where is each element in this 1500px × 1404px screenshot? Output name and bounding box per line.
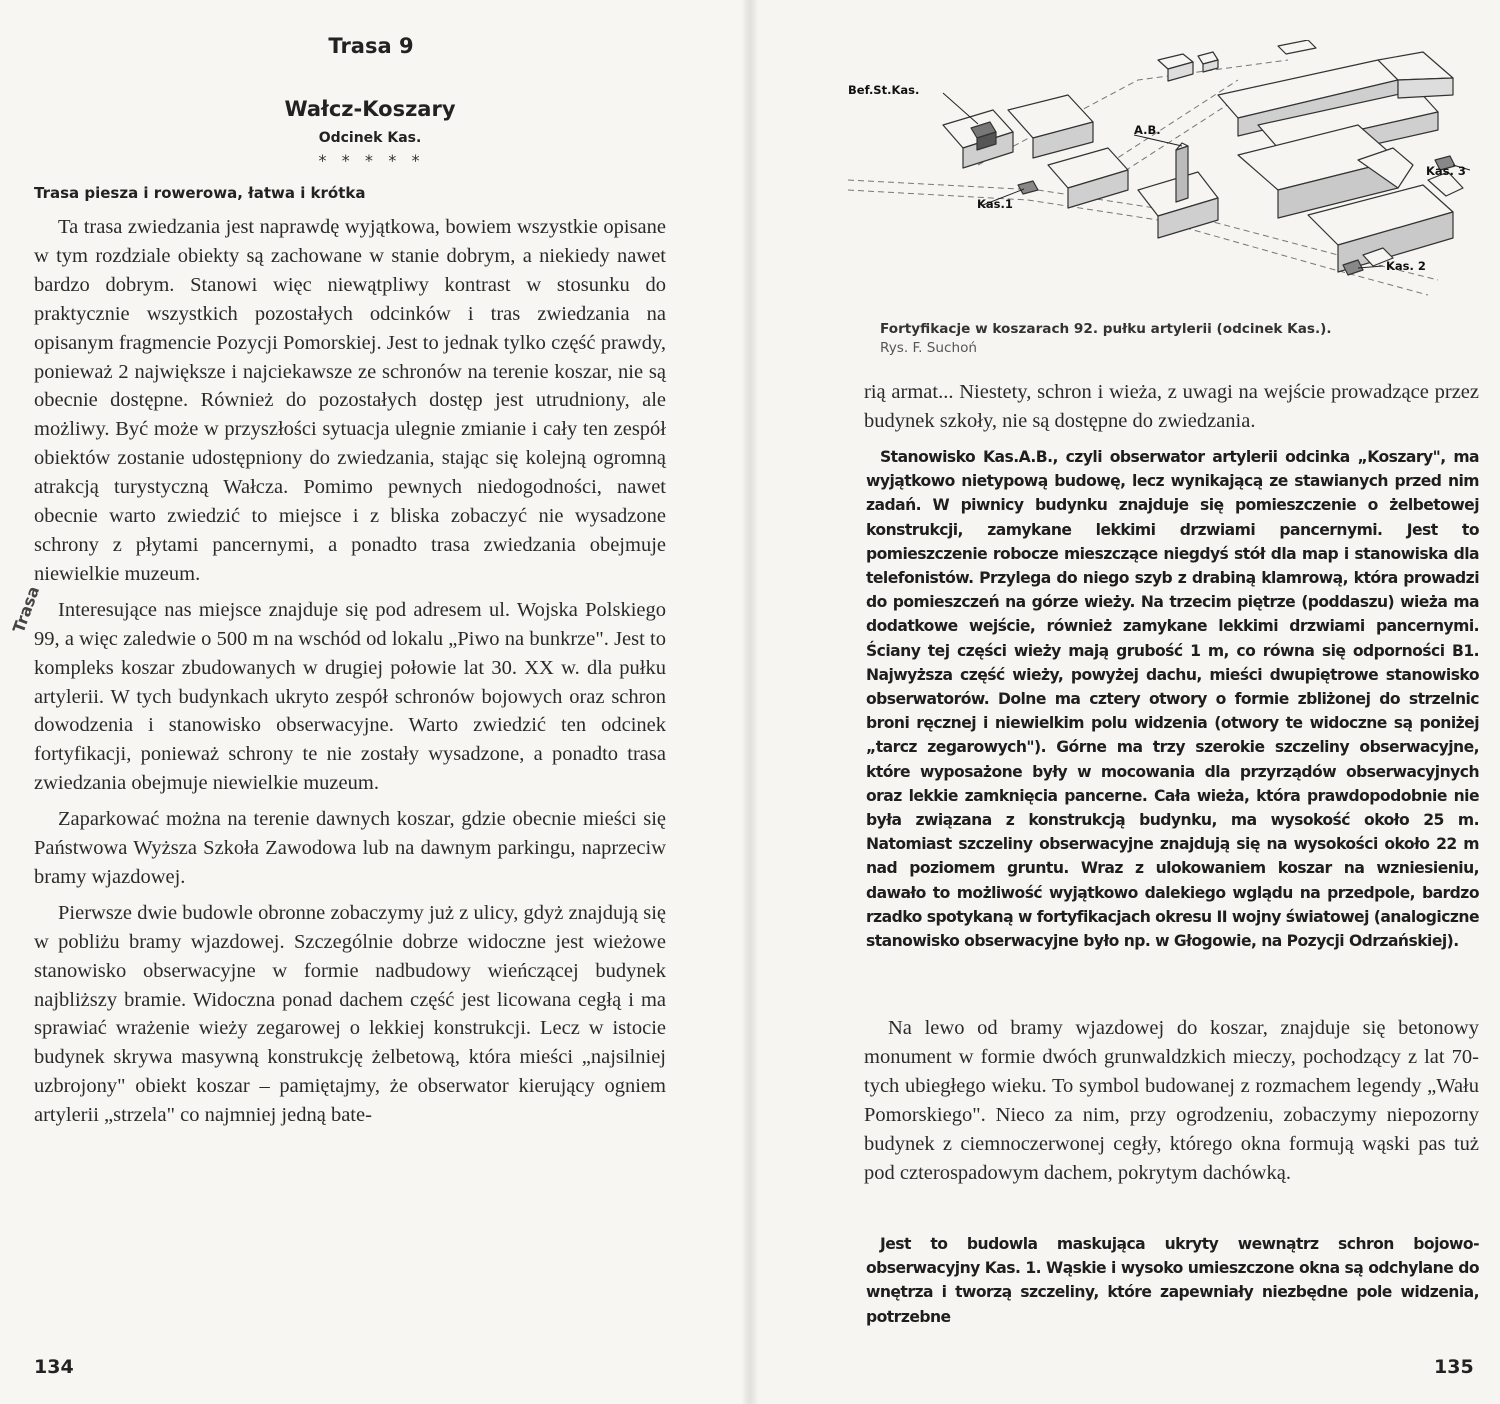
- right-intro-text: [864, 378, 1479, 443]
- figure-caption: [880, 320, 1332, 358]
- right-bold-text-2: [866, 1232, 1479, 1329]
- book-gutter: [742, 0, 758, 1404]
- bold-paragraph: Jest to budowla maskująca ukryty wewnątrz schron bojowo-obserwacyjny Kas. 1. Wąskie i wysoko umieszczone okna są odchylane do wnętrza i tworzą szczeliny, które zapewniały niezbędne pole widzenia, potrzebne: [866, 1235, 1479, 1326]
- label-kas1: Kas.1: [977, 197, 1013, 211]
- paragraph: Ta trasa zwiedzania jest naprawdę wyjątkowa, bowiem wszystkie opisane w tym rozdziale obiekty są zachowane w stanie dobrym, a niekiedy nawet bardzo dobrym. Stanowi więc niewątpliwy kontrast w stosunku do praktycznie wszystkich pozostałych odcinków i tras zwiedzania na opisanym fragmencie Pozycji Pomorskiej. Jest to jednak tylko część prawdy, ponieważ 2 największe i najciekawsze ze schronów na terenie koszar, nie są obecnie dostępne. Również do pozostałych dostęp jest utrudniony, ale możliwy. Być może w przyszłości sytuacja ulegnie zmianie i cały ten zespół obiektów zostanie udostępniony do zwiedzania, stając się kolejną ogromną atrakcją turystyczną Wałcza. Pomimo pewnych niedogodności, nawet obecnie warto zwiedzić to miejsce i z bliska zobaczyć nie wysadzone schrony z płytami pancernymi, a ponadto trasa zwiedzania obejmuje niewielkie muzeum.: [34, 216, 666, 585]
- left-page: [0, 0, 742, 1404]
- route-number: Trasa 9: [328, 34, 414, 58]
- caption-title: Fortyfikacje w koszarach 92. pułku artylerii (odcinek Kas.).: [880, 321, 1332, 337]
- label-bef-st-kas: Bef.St.Kas.: [848, 83, 920, 97]
- caption-author: Rys. F. Suchoń: [880, 340, 978, 356]
- label-kas3: Kas. 3: [1426, 164, 1466, 178]
- left-body-text: [34, 213, 666, 1137]
- label-ab: A.B.: [1134, 123, 1161, 137]
- label-kas2: Kas. 2: [1386, 259, 1426, 273]
- right-page: [758, 0, 1500, 1404]
- paragraph: Pierwsze dwie budowle obronne zobaczymy już z ulicy, gdyż znajdują się w pobliżu bramy wjazdowej. Szczególnie dobrze widoczne jest wieżowe stanowisko obserwacyjne w formie nadbudowy wieńczącej budynek najbliższy bramie. Widoczna ponad dachem część jest licowana cegłą i ma sprawiać wrażenie wieży zegarowej o lekkiej konstrukcji. Lecz w istocie budynek skrywa masywną konstrukcję żelbetową, która mieści „najsilniej uzbrojony" obiekt koszar – pamiętajmy, że obserwator kierujący ogniem artylerii „strzela" co najmniej jedną bate-: [34, 901, 666, 1127]
- fortification-diagram: [838, 40, 1478, 315]
- page-number: 134: [34, 1356, 74, 1378]
- bold-paragraph: Stanowisko Kas.A.B., czyli obserwator artylerii odcinka „Koszary", ma wyjątkowo nietypową budowę, lecz wynikającą ze stawianych przed nim zadań. W piwnicy budynku znajduje się pomieszczenie o żelbetowej konstrukcji, zamykane lekkimi drzwiami pancernymi. Jest to pomieszczenie robocze mieszczące niegdyś stół dla map i stanowiska dla telefonistów. Przylega do niego szyb z drabiną klamrową, która prowadzi do pomieszczeń na górze wieży. Na trzecim piętrze (poddaszu) wieża ma dodatkowe wejście, również zamykane lekkimi drzwiami pancernymi. Ściany tej części wieży mają grubość 1 m, co równa się odporności B1. Najwyższa część wieży, powyżej dachu, mieści dwupiętrowe stanowisko obserwatorów. Dolne ma cztery otwory o formie zbliżonej do strzelnic broni ręcznej i niewielkim polu widzenia (otwory te widoczne są poniżej „tarcz zegarowych"). Górne ma trzy szerokie szczeliny obserwacyjne, które wyposażone były w mocowania dla przyrządów obserwacyjnych oraz lekkie zamknięcia pancerne. Cała wieża, która prawdopodobnie nie była związana z konstrukcją budynku, ma wysokość około 25 m. Natomiast szczeliny obserwacyjne znajdują się na wysokości około 22 m nad poziomem gruntu. Wraz z ulokowaniem koszar na wzniesieniu, dawało to możliwość wyjątkowo dalekiego wglądu na przedpole, bardzo rzadko spotykaną w fortyfikacjach okresu II wojny światowej (analogiczne stanowisko obserwacyjne było np. w Głogowie, na Pozycji Odrzańskiej).: [866, 448, 1479, 951]
- side-margin-mark: Trasa: [8, 583, 44, 636]
- route-title: Wałcz-Koszary: [284, 97, 456, 121]
- route-subtitle: Odcinek Kas.: [318, 130, 422, 146]
- paragraph: Zaparkować można na terenie dawnych koszar, gdzie obecnie mieści się Państwowa Wyższa Szkoła Zawodowa lub na dawnym parkingu, naprzeciw bramy wjazdowej.: [34, 808, 666, 888]
- paragraph: rią armat... Niestety, schron i wieża, z uwagi na wejście prowadzące przez budynek szkoły, nie są dostępne do zwiedzania.: [864, 381, 1479, 432]
- right-body-text: [864, 1014, 1479, 1194]
- page-number: 135: [1434, 1356, 1474, 1378]
- right-bold-text-1: [866, 445, 1479, 953]
- route-rating-stars: * * * * *: [317, 151, 423, 170]
- paragraph: Na lewo od bramy wjazdowej do koszar, znajduje się betonowy monument w formie dwóch grunwaldzkich mieczy, pochodzący z lat 70-tych ubiegłego wieku. To symbol budowanej z rozmachem legendy „Wału Pomorskiego". Nieco za nim, przy ogrodzeniu, zobaczymy niepozorny budynek z ciemnoczerwonej cegły, którego okna formują wąski pas tuż pod czterospadowym dachem, pokrytym dachówką.: [864, 1017, 1479, 1184]
- paragraph: Interesujące nas miejsce znajduje się pod adresem ul. Wojska Polskiego 99, a więc zaledwie o 500 m na wschód od lokalu „Piwo na bunkrze". Jest to kompleks koszar zbudowanych w drugiej połowie lat 30. XX w. dla pułku artylerii. W tych budynkach ukryto zespół schronów bojowych oraz schron dowodzenia i stanowisko obserwacyjne. Warto zwiedzić ten odcinek fortyfikacji, ponieważ schrony te nie zostały wysadzone, a ponadto trasa zwiedzania obejmuje niewielkie muzeum.: [34, 598, 666, 795]
- route-kind: Trasa piesza i rowerowa, łatwa i krótka: [34, 184, 366, 202]
